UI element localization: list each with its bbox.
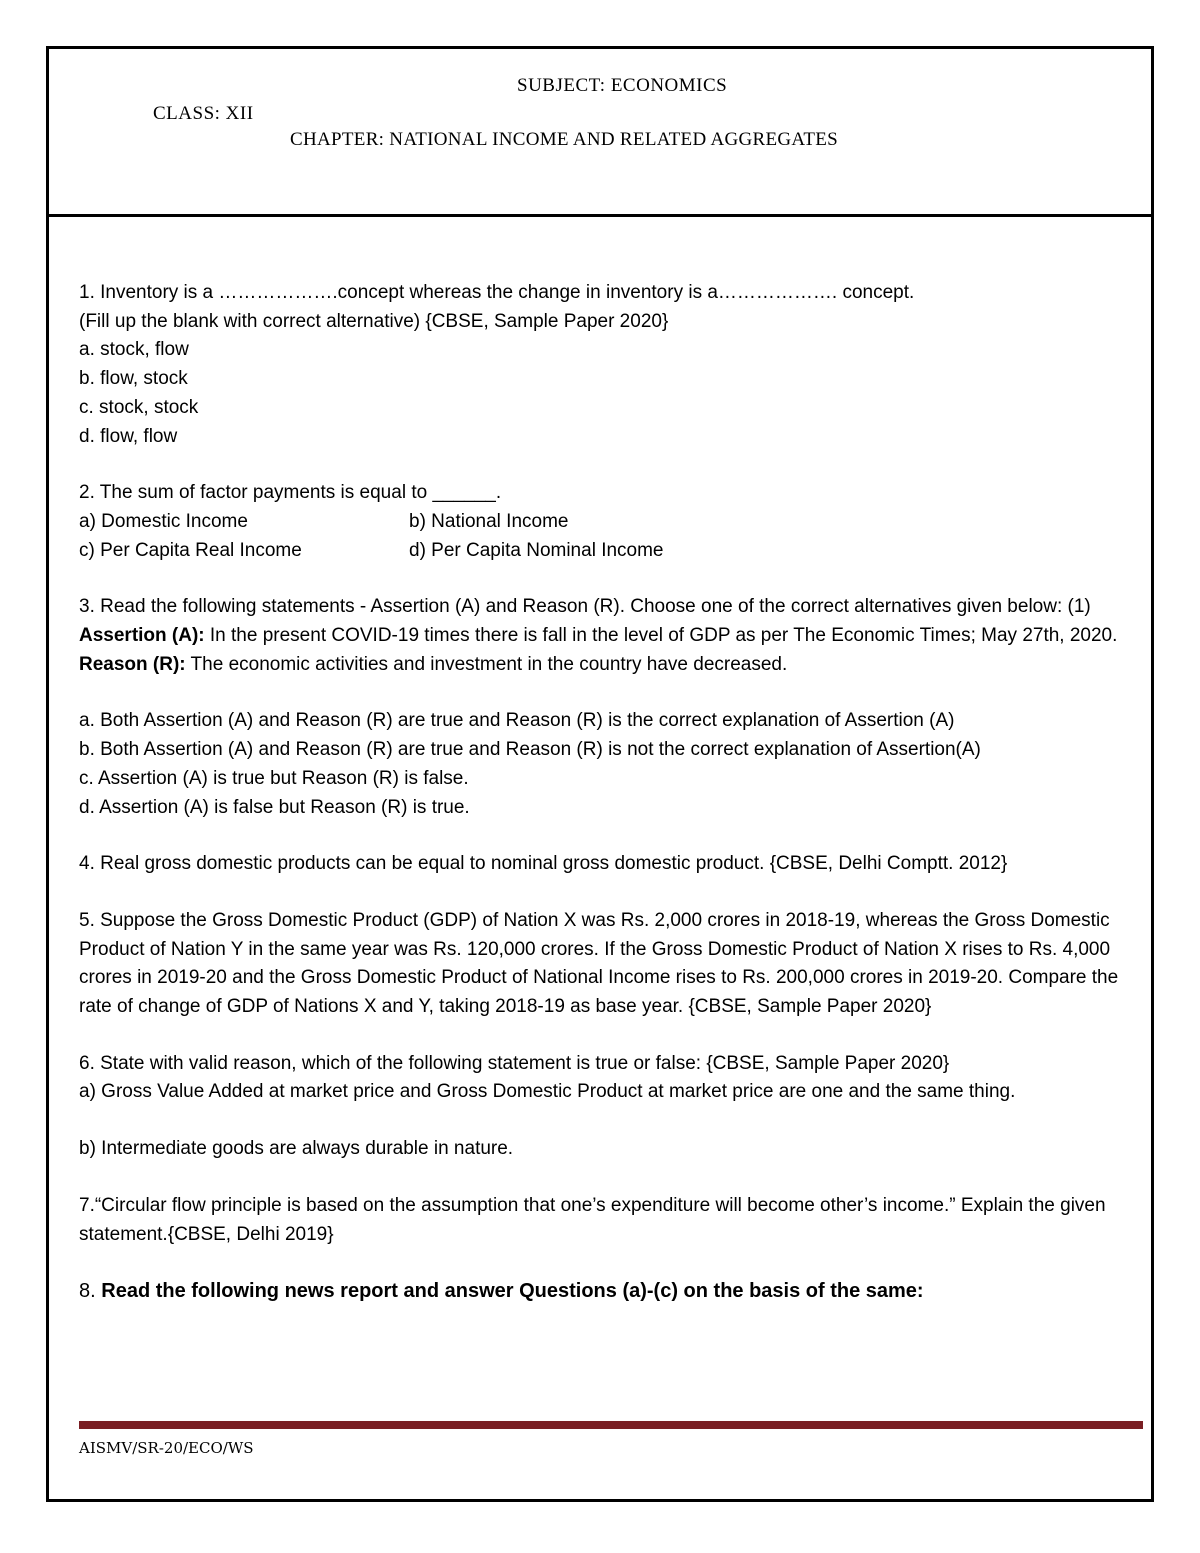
reason-text: The economic activities and investment in the country have decreased.: [185, 653, 788, 675]
question-6-part-b: b) Intermediate goods are always durable in nature.: [79, 1138, 514, 1160]
question-2-option-b: b) National Income: [409, 510, 569, 532]
question-5-text: 5. Suppose the Gross Domestic Product (GDP) of Nation X was Rs. 2,000 crores in 2018-19, whereas the Gross Domestic Product of Nation Y in the same year was Rs. 120,000 crores. If the Gross Domestic Product of Nation X rises to Rs. 4,000 crores in 2019-20 and the Gross Domestic Product of National Income rises to Rs. 200,000 crores in 2019-20. Compare the rate of change of GDP of Nations X and Y, taking 2018-19 as base year. {CBSE, Sample Paper 2020}: [79, 909, 1119, 1018]
question-2-options-row-1: [79, 508, 1149, 537]
question-1-option-c: c. stock, stock: [79, 396, 199, 418]
question-6-text: 6. State with valid reason, which of the following statement is true or false: {CBSE, Sample Paper 2020}: [79, 1052, 950, 1074]
footer-rule: [79, 1421, 1143, 1429]
question-3-reason: [79, 651, 1149, 680]
page-frame: [46, 46, 1154, 1502]
question-1-option-a: a. stock, flow: [79, 339, 189, 361]
question-2-options-row-2: [79, 537, 1149, 566]
question-3-option-b: b. Both Assertion (A) and Reason (R) are true and Reason (R) is not the correct explanation of Assertion(A): [79, 739, 981, 761]
question-2-option-c: c) Per Capita Real Income: [79, 539, 302, 561]
question-8-number: 8.: [79, 1280, 102, 1303]
question-8-text: [79, 1277, 1149, 1306]
question-1-instruction: (Fill up the blank with correct alternative) {CBSE, Sample Paper 2020}: [79, 310, 669, 332]
question-1-option-d: d. flow, flow: [79, 425, 178, 447]
question-4-text: 4. Real gross domestic products can be equal to nominal gross domestic product. {CBSE, Delhi Comptt. 2012}: [79, 853, 1008, 875]
assertion-label: Assertion (A):: [79, 625, 205, 647]
question-3-option-d: d. Assertion (A) is false but Reason (R) is true.: [79, 796, 470, 818]
question-3-assertion: [79, 622, 1149, 651]
footer-code: AISMV/SR-20/ECO/WS: [79, 1439, 254, 1457]
question-7-text: [79, 1192, 1149, 1249]
assertion-text: In the present COVID-19 times there is fall in the level of GDP as per The Economic Times; May 27th, 2020.: [204, 625, 1118, 647]
question-2-text: 2. The sum of factor payments is equal to ______.: [79, 482, 502, 504]
worksheet-header: [49, 49, 1151, 217]
chapter-title: CHAPTER: NATIONAL INCOME AND RELATED AGGREGATES: [290, 129, 839, 150]
question-2-option-a: a) Domestic Income: [79, 510, 248, 532]
subject-title: SUBJECT: ECONOMICS: [517, 75, 728, 96]
question-7-statement: 7.“Circular flow principle is based on the assumption that one’s expenditure will become other’s income.” Explain the given statement.: [79, 1194, 1106, 1245]
question-3-option-a: a. Both Assertion (A) and Reason (R) are true and Reason (R) is the correct explanation of Assertion (A): [79, 710, 955, 732]
questions-body: [79, 279, 1149, 1306]
question-1-text: 1. Inventory is a ……………….concept whereas the change in inventory is a………………. concept.: [79, 282, 915, 303]
question-7-source: {CBSE, Delhi 2019}: [167, 1223, 334, 1245]
question-1-option-b: b. flow, stock: [79, 368, 188, 390]
question-6-part-a: a) Gross Value Added at market price and Gross Domestic Product at market price are one and the same thing.: [79, 1081, 1016, 1103]
question-3-text: 3. Read the following statements - Assertion (A) and Reason (R). Choose one of the correct alternatives given below: (1): [79, 596, 1091, 618]
question-3-option-c: c. Assertion (A) is true but Reason (R) is false.: [79, 767, 469, 789]
question-8-instruction: Read the following news report and answer Questions (a)-(c) on the basis of the same:: [101, 1280, 924, 1303]
reason-label: Reason (R):: [79, 653, 186, 675]
question-2-option-d: d) Per Capita Nominal Income: [409, 539, 664, 561]
class-label: CLASS: XII: [153, 103, 254, 124]
